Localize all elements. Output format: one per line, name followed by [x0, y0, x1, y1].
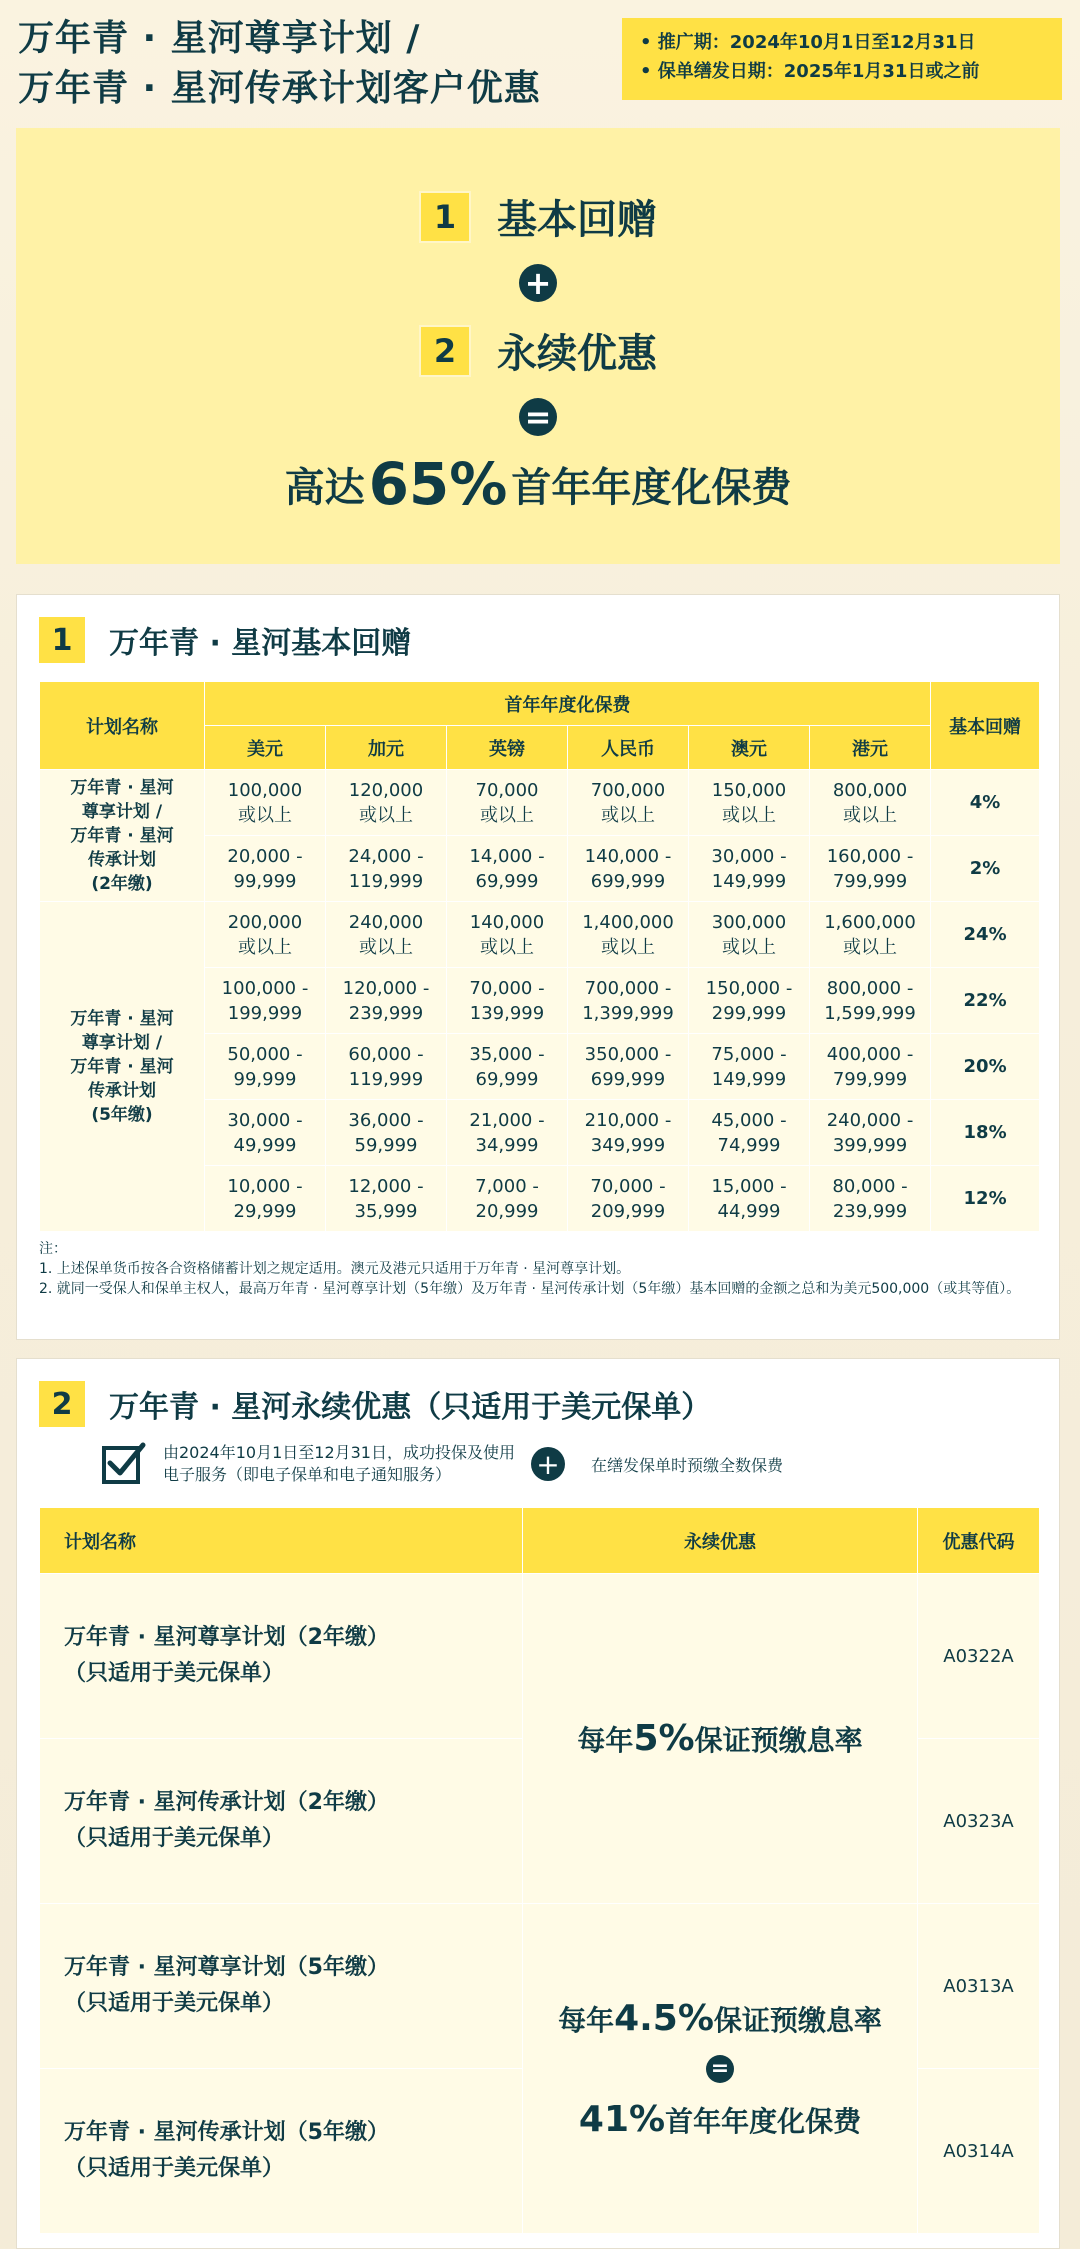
- premium-value: 140,000: [469, 911, 545, 933]
- premium-cell: [326, 1166, 447, 1232]
- hero-total: [16, 450, 1060, 518]
- rebate-value: 24%: [931, 902, 1040, 968]
- plan-name-line: 万年青 · 星河: [70, 1008, 174, 1029]
- premium-cell: [205, 1100, 326, 1166]
- premium-value: 34,999: [475, 1134, 539, 1156]
- premium-value: 100,000: [227, 779, 303, 801]
- plan-name: 万年青 · 星河传承计划（2年缴）: [64, 1790, 389, 1815]
- hero-item-1: [16, 188, 1060, 245]
- table-row: [40, 1574, 1040, 1739]
- hero-equals-row: [16, 398, 1060, 436]
- plan-note: （只适用于美元保单）: [64, 1991, 285, 2016]
- premium-cell: [447, 836, 568, 902]
- premium-cell: [205, 1166, 326, 1232]
- premium-value: 700,000: [590, 779, 666, 801]
- premium-value: 70,000 -: [590, 1175, 666, 1197]
- offer-b-value: 4.5%: [614, 1997, 714, 2039]
- plan-name-line: 万年青 · 星河: [70, 1056, 174, 1077]
- section-2-title: 万年青 · 星河永续优惠（只适用于美元保单）: [109, 1390, 712, 1425]
- condition-1-text: 由2024年10月1日至12月31日，成功投保及使用电子服务（即电子保单和电子通知服务）: [163, 1443, 515, 1484]
- plan-name-line: (2年缴): [91, 873, 153, 894]
- plan-name-cell: [40, 902, 205, 1232]
- plan-name-line: (5年缴): [91, 1104, 153, 1125]
- section-2-header: [39, 1381, 711, 1427]
- col-header-rebate: 基本回赠: [931, 682, 1040, 770]
- premium-value: 44,999: [717, 1200, 781, 1222]
- premium-value: 80,000 -: [832, 1175, 908, 1197]
- plan-name-cell: [40, 770, 205, 902]
- premium-value: 239,999: [832, 1200, 908, 1222]
- plan-name-line: 万年青 · 星河: [70, 777, 174, 798]
- table-row: [40, 770, 1040, 836]
- premium-value: 7,000 -: [475, 1175, 539, 1197]
- premium-cell: [568, 1166, 689, 1232]
- premium-cell: [447, 1034, 568, 1100]
- premium-value: 150,000 -: [705, 977, 793, 999]
- col-header-premium: 首年年度化保费: [205, 682, 931, 726]
- premium-value: 49,999: [233, 1134, 297, 1156]
- premium-value: 299,999: [711, 1002, 787, 1024]
- offer-code: A0314A: [918, 2069, 1040, 2234]
- offer-code: A0313A: [918, 1904, 1040, 2069]
- premium-value: 15,000 -: [711, 1175, 787, 1197]
- premium-cell: [205, 902, 326, 968]
- premium-cell: [568, 902, 689, 968]
- currency-header: 澳元: [689, 726, 810, 770]
- premium-cell: [689, 836, 810, 902]
- premium-value: 99,999: [233, 1068, 297, 1090]
- premium-value: 350,000 -: [584, 1043, 672, 1065]
- premium-cell: [205, 770, 326, 836]
- offer-a-prefix: 每年: [577, 1724, 634, 1757]
- premium-value: 400,000 -: [826, 1043, 914, 1065]
- currency-header: 加元: [326, 726, 447, 770]
- premium-cell: [568, 836, 689, 902]
- note-2: 2. 就同一受保人和保单主权人，最高万年青 · 星河尊享计划（5年缴）及万年青 · 星河传承计划（5年缴）基本回赠的金额之总和为美元500,000（或其等值）。: [39, 1281, 1021, 1297]
- premium-value: 120,000: [348, 779, 424, 801]
- section-2-number: 2: [39, 1381, 85, 1427]
- plan-name-cell: [40, 2069, 523, 2234]
- premium-value: 699,999: [590, 1068, 666, 1090]
- premium-value: 或以上: [843, 804, 898, 826]
- equals-icon: =: [519, 398, 557, 436]
- plus-icon: +: [519, 264, 557, 302]
- premium-value: 139,999: [469, 1002, 545, 1024]
- premium-value: 140,000 -: [584, 845, 672, 867]
- hero-plus-row: [16, 264, 1060, 302]
- col-header-code: 优惠代码: [918, 1508, 1040, 1574]
- premium-cell: [326, 902, 447, 968]
- premium-value: 或以上: [238, 936, 292, 958]
- table-row: [40, 1904, 1040, 2069]
- section-1-number: 1: [39, 617, 85, 663]
- plan-name-line: 尊享计划 /: [81, 1032, 163, 1053]
- premium-value: 29,999: [233, 1200, 297, 1222]
- premium-value: 800,000 -: [826, 977, 914, 999]
- premium-cell: [810, 902, 931, 968]
- premium-cell: [568, 1100, 689, 1166]
- offer-cell-a: [523, 1574, 918, 1904]
- premium-value: 60,000 -: [348, 1043, 424, 1065]
- offer-conditions: [101, 1439, 1001, 1489]
- premium-value: 24,000 -: [348, 845, 424, 867]
- plan-name-cell: [40, 1739, 523, 1904]
- offer-a-value: 5%: [633, 1718, 695, 1759]
- premium-cell: [326, 968, 447, 1034]
- premium-value: 或以上: [843, 936, 898, 958]
- premium-value: 149,999: [711, 1068, 787, 1090]
- hero-item-2-number: 2: [419, 325, 471, 377]
- premium-value: 1,400,000: [582, 911, 674, 933]
- premium-value: 或以上: [480, 936, 534, 958]
- premium-cell: [810, 1166, 931, 1232]
- premium-cell: [326, 1034, 447, 1100]
- premium-value: 或以上: [722, 936, 776, 958]
- basic-rebate-table: [39, 681, 1040, 1232]
- notes-label: 注：: [39, 1241, 67, 1257]
- premium-value: 99,999: [233, 870, 297, 892]
- premium-value: 399,999: [832, 1134, 908, 1156]
- premium-cell: [326, 836, 447, 902]
- premium-cell: [689, 968, 810, 1034]
- premium-value: 160,000 -: [826, 845, 914, 867]
- offer-b-total-value: 41%: [578, 2098, 666, 2140]
- premium-cell: [810, 1034, 931, 1100]
- perpetual-offer-section: [16, 1358, 1060, 2249]
- premium-value: 1,600,000: [824, 911, 916, 933]
- rebate-value: 22%: [931, 968, 1040, 1034]
- plus-icon: +: [531, 1447, 565, 1481]
- premium-value: 20,999: [475, 1200, 539, 1222]
- plan-name-line: 尊享计划 /: [81, 801, 163, 822]
- premium-cell: [447, 1166, 568, 1232]
- premium-value: 699,999: [590, 870, 666, 892]
- premium-value: 240,000 -: [826, 1109, 914, 1131]
- premium-value: 119,999: [348, 1068, 424, 1090]
- premium-value: 或以上: [601, 804, 655, 826]
- premium-cell: [447, 968, 568, 1034]
- plan-name-line: 传承计划: [88, 849, 156, 870]
- premium-value: 30,000 -: [711, 845, 787, 867]
- rebate-value: 12%: [931, 1166, 1040, 1232]
- plan-name-cell: [40, 1574, 523, 1739]
- plan-note: （只适用于美元保单）: [64, 1661, 285, 1686]
- premium-cell: [810, 770, 931, 836]
- premium-value: 14,000 -: [469, 845, 545, 867]
- premium-value: 239,999: [348, 1002, 424, 1024]
- premium-value: 1,399,999: [582, 1002, 674, 1024]
- offer-b-total-suffix: 首年年度化保费: [665, 2104, 862, 2138]
- checkbox-checked-icon: [101, 1441, 147, 1487]
- premium-cell: [568, 770, 689, 836]
- premium-value: 799,999: [832, 870, 908, 892]
- plan-name-line: 万年青 · 星河: [70, 825, 174, 846]
- rebate-value: 2%: [931, 836, 1040, 902]
- premium-cell: [326, 1100, 447, 1166]
- premium-value: 30,000 -: [227, 1109, 303, 1131]
- perpetual-offer-table: [39, 1507, 1040, 2234]
- plan-name-line: 传承计划: [88, 1080, 156, 1101]
- premium-value: 69,999: [475, 1068, 539, 1090]
- hero-item-1-label: 基本回赠: [497, 197, 657, 243]
- premium-value: 100,000 -: [221, 977, 309, 999]
- premium-value: 或以上: [480, 804, 534, 826]
- premium-cell: [689, 1034, 810, 1100]
- premium-value: 21,000 -: [469, 1109, 545, 1131]
- premium-value: 119,999: [348, 870, 424, 892]
- offer-code: A0323A: [918, 1739, 1040, 1904]
- premium-cell: [447, 1100, 568, 1166]
- premium-value: 或以上: [722, 804, 776, 826]
- currency-header: 港元: [810, 726, 931, 770]
- premium-value: 或以上: [359, 804, 413, 826]
- offer-b-suffix: 保证预缴息率: [713, 2003, 882, 2037]
- premium-value: 70,000 -: [469, 977, 545, 999]
- premium-value: 69,999: [475, 870, 539, 892]
- premium-value: 240,000: [348, 911, 424, 933]
- plan-note: （只适用于美元保单）: [64, 1826, 285, 1851]
- plan-name: 万年青 · 星河传承计划（5年缴）: [64, 2120, 389, 2145]
- premium-value: 150,000: [711, 779, 787, 801]
- premium-value: 35,999: [354, 1200, 418, 1222]
- premium-value: 800,000: [832, 779, 908, 801]
- offer-a-suffix: 保证预缴息率: [694, 1724, 863, 1757]
- premium-value: 20,000 -: [227, 845, 303, 867]
- premium-cell: [447, 770, 568, 836]
- basic-rebate-section: [16, 594, 1060, 1340]
- condition-2-text: 在缮发保单时预缴全数保费: [591, 1455, 784, 1475]
- currency-header: 英镑: [447, 726, 568, 770]
- title-line-2: 万年青 · 星河传承计划客户优惠: [18, 68, 541, 109]
- premium-value: 35,000 -: [469, 1043, 545, 1065]
- premium-value: 349,999: [590, 1134, 666, 1156]
- hero-total-suffix: 首年年度化保费: [511, 464, 792, 511]
- premium-cell: [326, 770, 447, 836]
- hero-item-2: [16, 322, 1060, 379]
- premium-cell: [447, 902, 568, 968]
- hero-item-1-number: 1: [419, 191, 471, 243]
- premium-cell: [689, 770, 810, 836]
- policy-date-text: • 保单缮发日期：2025年1月31日或之前: [640, 61, 980, 82]
- currency-header: 人民币: [568, 726, 689, 770]
- premium-value: 70,000: [475, 779, 539, 801]
- premium-cell: [810, 836, 931, 902]
- premium-value: 45,000 -: [711, 1109, 787, 1131]
- plan-name-cell: [40, 1904, 523, 2069]
- offer-b-prefix: 每年: [558, 2003, 615, 2037]
- premium-value: 或以上: [238, 804, 292, 826]
- offer-code: A0322A: [918, 1574, 1040, 1739]
- premium-cell: [205, 1034, 326, 1100]
- premium-cell: [205, 836, 326, 902]
- plan-note: （只适用于美元保单）: [64, 2156, 285, 2181]
- premium-value: 或以上: [359, 936, 413, 958]
- plan-name: 万年青 · 星河尊享计划（2年缴）: [64, 1625, 389, 1650]
- premium-cell: [568, 968, 689, 1034]
- premium-cell: [810, 968, 931, 1034]
- premium-value: 149,999: [711, 870, 787, 892]
- premium-cell: [205, 968, 326, 1034]
- premium-cell: [689, 902, 810, 968]
- rebate-value: 20%: [931, 1034, 1040, 1100]
- premium-value: 10,000 -: [227, 1175, 303, 1197]
- col-header-offer: 永续优惠: [523, 1508, 918, 1574]
- hero-total-prefix: 高达: [284, 464, 365, 511]
- premium-value: 36,000 -: [348, 1109, 424, 1131]
- rebate-value: 18%: [931, 1100, 1040, 1166]
- premium-value: 200,000: [227, 911, 303, 933]
- premium-value: 1,599,999: [824, 1002, 916, 1024]
- equals-icon: =: [706, 2055, 734, 2083]
- promo-period-box: [622, 18, 1062, 100]
- section-1-title: 万年青 · 星河基本回赠: [109, 626, 412, 661]
- premium-cell: [568, 1034, 689, 1100]
- premium-cell: [689, 1166, 810, 1232]
- hero-item-2-label: 永续优惠: [497, 331, 657, 377]
- note-1: 1. 上述保单货币按各合资格储蓄计划之规定适用。澳元及港元只适用于万年青 · 星河尊享计划。: [39, 1261, 631, 1277]
- premium-value: 199,999: [227, 1002, 303, 1024]
- premium-value: 209,999: [590, 1200, 666, 1222]
- page-header: [18, 10, 1062, 118]
- premium-value: 120,000 -: [342, 977, 430, 999]
- col-header-plan: 计划名称: [40, 682, 205, 770]
- premium-value: 799,999: [832, 1068, 908, 1090]
- premium-value: 210,000 -: [584, 1109, 672, 1131]
- page-title: [18, 14, 541, 114]
- plan-name: 万年青 · 星河尊享计划（5年缴）: [64, 1955, 389, 1980]
- title-line-1: 万年青 · 星河尊享计划 /: [18, 18, 421, 59]
- premium-value: 12,000 -: [348, 1175, 424, 1197]
- premium-value: 300,000: [711, 911, 787, 933]
- currency-header: 美元: [205, 726, 326, 770]
- premium-value: 75,000 -: [711, 1043, 787, 1065]
- premium-value: 50,000 -: [227, 1043, 303, 1065]
- premium-value: 700,000 -: [584, 977, 672, 999]
- col-header-plan: 计划名称: [40, 1508, 523, 1574]
- promo-period-text: • 推广期：2024年10月1日至12月31日: [640, 32, 976, 53]
- premium-cell: [689, 1100, 810, 1166]
- premium-cell: [810, 1100, 931, 1166]
- notes: [39, 1239, 1039, 1299]
- premium-value: 74,999: [717, 1134, 781, 1156]
- hero-total-value: 65%: [368, 450, 508, 518]
- rebate-value: 4%: [931, 770, 1040, 836]
- hero-summary: [16, 128, 1060, 564]
- premium-value: 或以上: [601, 936, 655, 958]
- section-1-header: [39, 617, 411, 663]
- table-row: [40, 902, 1040, 968]
- offer-cell-b: [523, 1904, 918, 2234]
- premium-value: 59,999: [354, 1134, 418, 1156]
